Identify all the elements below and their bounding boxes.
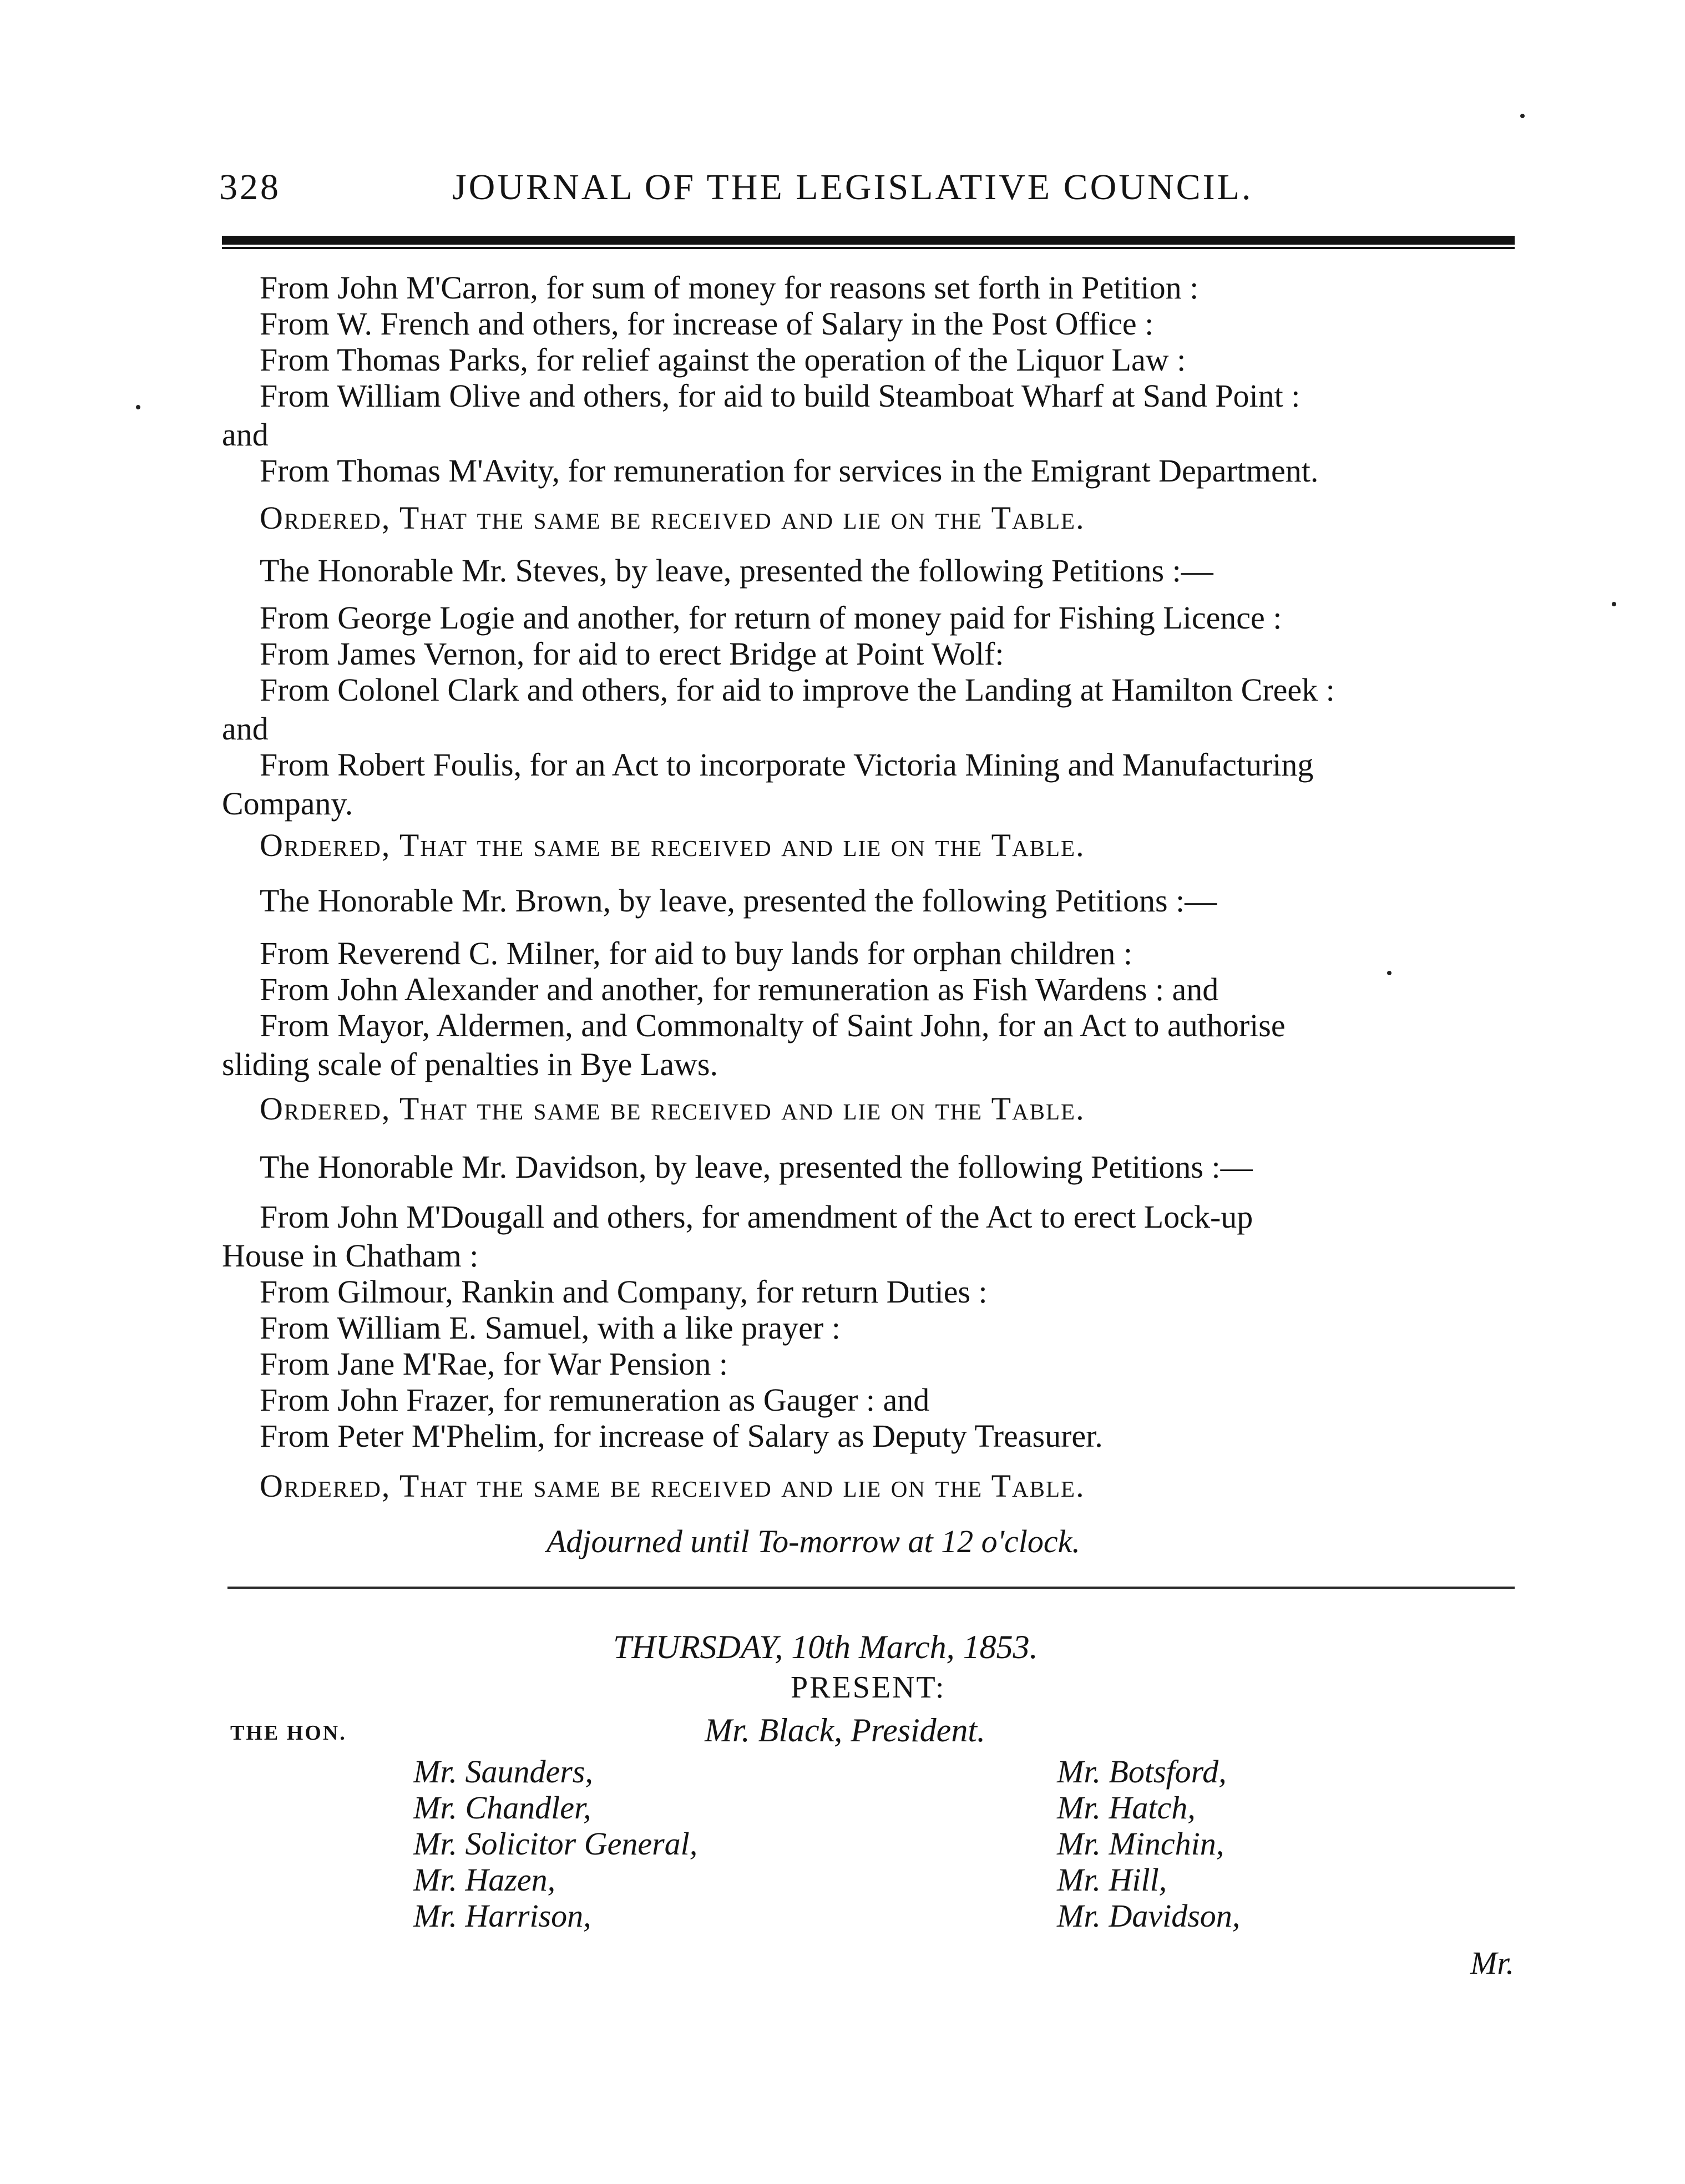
petition-line: From Robert Foulis, for an Act to incorporate Victoria Mining and Manufacturing xyxy=(260,747,1314,783)
petition-line: From Thomas M'Avity, for remuneration for services in the Emigrant Department. xyxy=(260,453,1319,489)
member-right: Mr. Davidson, xyxy=(1057,1898,1241,1934)
ordered-line: Ordered, That the same be received and lie on the Table. xyxy=(260,1468,1085,1504)
petition-line: From Peter M'Phelim, for increase of Salary as Deputy Treasurer. xyxy=(260,1418,1103,1454)
catchword: Mr. xyxy=(1470,1945,1514,1981)
member-left: Mr. Hazen, xyxy=(413,1862,556,1898)
petition-line: From William E. Samuel, with a like prayer : xyxy=(260,1310,841,1346)
member-left: Mr. Solicitor General, xyxy=(413,1826,698,1862)
petition-line: From James Vernon, for aid to erect Bridge at Point Wolf: xyxy=(260,636,1004,672)
petition-line: From John Frazer, for remuneration as Gauger : and xyxy=(260,1382,930,1418)
petition-line: From William Olive and others, for aid to build Steamboat Wharf at Sand Point : xyxy=(260,378,1301,414)
petition-line: Company. xyxy=(222,786,353,822)
petition-line: From Reverend C. Milner, for aid to buy lands for orphan children : xyxy=(260,935,1132,971)
petition-line: From Gilmour, Rankin and Company, for return Duties : xyxy=(260,1274,988,1310)
petition-line: From W. French and others, for increase of Salary in the Post Office : xyxy=(260,306,1154,342)
petition-line: From John M'Carron, for sum of money for reasons set forth in Petition : xyxy=(260,270,1199,306)
journal-title: JOURNAL OF THE LEGISLATIVE COUNCIL. xyxy=(452,167,1253,207)
page-number: 328 xyxy=(219,167,281,207)
petition-line: and xyxy=(222,711,269,747)
ordered-line: Ordered, That the same be received and lie on the Table. xyxy=(260,500,1085,536)
member-right: Mr. Minchin, xyxy=(1057,1826,1224,1862)
presented-line: The Honorable Mr. Brown, by leave, presented the following Petitions :— xyxy=(260,883,1217,919)
present-heading: PRESENT: xyxy=(791,1670,946,1705)
petition-line: sliding scale of penalties in Bye Laws. xyxy=(222,1046,718,1082)
petition-line: From George Logie and another, for return of money paid for Fishing Licence : xyxy=(260,600,1282,636)
petition-line: From Mayor, Aldermen, and Commonalty of Saint John, for an Act to authorise xyxy=(260,1007,1286,1043)
scan-speck xyxy=(1387,971,1391,975)
presented-line: The Honorable Mr. Steves, by leave, presented the following Petitions :— xyxy=(260,553,1213,589)
petition-line: From John M'Dougall and others, for amendment of the Act to erect Lock-up xyxy=(260,1199,1253,1235)
the-hon-label: THE HON. xyxy=(230,1721,347,1745)
petition-line: From Jane M'Rae, for War Pension : xyxy=(260,1346,728,1382)
member-left: Mr. Chandler, xyxy=(413,1790,591,1826)
petition-line: From John Alexander and another, for remuneration as Fish Wardens : and xyxy=(260,971,1219,1007)
petition-line: and xyxy=(222,417,269,453)
member-right: Mr. Hatch, xyxy=(1057,1790,1196,1826)
adjourned-line: Adjourned until To-morrow at 12 o'clock. xyxy=(547,1523,1080,1559)
session-date: THURSDAY, 10th March, 1853. xyxy=(613,1629,1038,1665)
scan-speck xyxy=(1520,114,1525,118)
member-right: Mr. Hill, xyxy=(1057,1862,1167,1898)
scan-speck xyxy=(1612,602,1616,606)
petition-line: From Colonel Clark and others, for aid to improve the Landing at Hamilton Creek : xyxy=(260,672,1335,708)
presented-line: The Honorable Mr. Davidson, by leave, presented the following Petitions :— xyxy=(260,1149,1253,1185)
ordered-line: Ordered, That the same be received and lie on the Table. xyxy=(260,1091,1085,1127)
ordered-line: Ordered, That the same be received and lie on the Table. xyxy=(260,827,1085,863)
petition-line: From Thomas Parks, for relief against the operation of the Liquor Law : xyxy=(260,342,1186,378)
petition-line: House in Chatham : xyxy=(222,1238,479,1274)
member-left: Mr. Saunders, xyxy=(413,1754,593,1790)
member-left: Mr. Harrison, xyxy=(413,1898,591,1934)
member-right: Mr. Botsford, xyxy=(1057,1754,1227,1790)
scan-speck xyxy=(136,405,140,409)
president-line: Mr. Black, President. xyxy=(705,1712,985,1749)
